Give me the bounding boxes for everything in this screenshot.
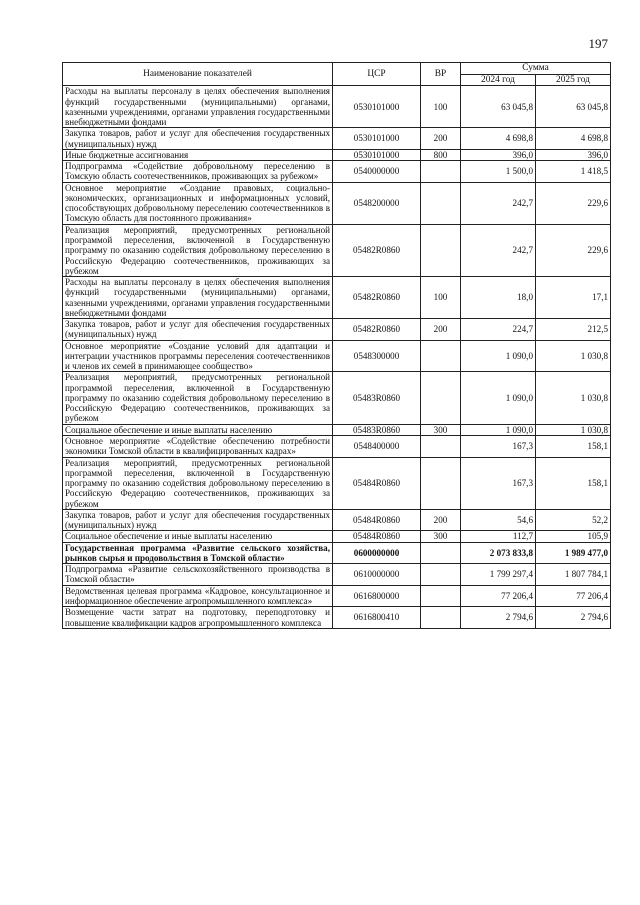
row-name-cell: Подпрограмма «Развитие сельскохозяйственного производства в Томской области» bbox=[63, 564, 333, 586]
row-name-cell: Закупка товаров, работ и услуг для обеспечения государственных (муниципальных) нужд bbox=[63, 128, 333, 150]
row-sum-2025-cell: 2 794,6 bbox=[536, 607, 611, 629]
row-sum-2025-cell: 1 030,8 bbox=[536, 424, 611, 435]
row-sum-2024-cell: 224,7 bbox=[461, 319, 536, 341]
table-row bbox=[63, 542, 611, 564]
header-sum: Сумма bbox=[461, 63, 611, 75]
row-csr-cell: 05482R0860 bbox=[333, 277, 421, 319]
row-vr-cell: 200 bbox=[421, 128, 461, 150]
table-row bbox=[63, 531, 611, 542]
row-vr-cell: 100 bbox=[421, 86, 461, 128]
row-sum-2024-cell: 112,7 bbox=[461, 531, 536, 542]
table-row bbox=[63, 319, 611, 341]
row-name-cell: Расходы на выплаты персоналу в целях обеспечения выполнения функций государственными (муниципальными) органами, казенными учреждениями, органами управления государственными внебюджетными фондами bbox=[63, 86, 333, 128]
row-sum-2024-cell: 1 090,0 bbox=[461, 372, 536, 424]
row-vr-cell bbox=[421, 161, 461, 183]
row-vr-cell bbox=[421, 457, 461, 509]
row-sum-2024-cell: 63 045,8 bbox=[461, 86, 536, 128]
row-name-cell: Основное мероприятие «Создание правовых, социально-экономических, организационных и информационных условий, способствующих добровольному переселению соотечественников в Томскую область для постоянного проживания» bbox=[63, 182, 333, 224]
table-row bbox=[63, 457, 611, 509]
row-csr-cell: 0548200000 bbox=[333, 182, 421, 224]
table-row bbox=[63, 224, 611, 276]
row-sum-2024-cell: 77 206,4 bbox=[461, 585, 536, 607]
row-sum-2025-cell: 1 030,8 bbox=[536, 372, 611, 424]
row-csr-cell: 05483R0860 bbox=[333, 424, 421, 435]
row-vr-cell bbox=[421, 607, 461, 629]
row-sum-2025-cell: 1 989 477,0 bbox=[536, 542, 611, 564]
row-sum-2024-cell: 242,7 bbox=[461, 182, 536, 224]
row-sum-2024-cell: 1 799 297,4 bbox=[461, 564, 536, 586]
row-csr-cell: 0616800410 bbox=[333, 607, 421, 629]
table-body bbox=[63, 86, 611, 629]
row-csr-cell: 05483R0860 bbox=[333, 372, 421, 424]
row-vr-cell bbox=[421, 372, 461, 424]
row-sum-2025-cell: 212,5 bbox=[536, 319, 611, 341]
row-name-cell: Реализация мероприятий, предусмотренных региональной программой переселения, включенной в Государственную программу по оказанию содействия добровольному переселению в Российскую Федерацию соотечественников, проживающих за рубежом bbox=[63, 457, 333, 509]
table-row bbox=[63, 424, 611, 435]
row-vr-cell bbox=[421, 542, 461, 564]
row-sum-2024-cell: 2 073 833,8 bbox=[461, 542, 536, 564]
row-sum-2024-cell: 1 090,0 bbox=[461, 340, 536, 372]
row-vr-cell: 200 bbox=[421, 509, 461, 531]
row-sum-2024-cell: 2 794,6 bbox=[461, 607, 536, 629]
row-csr-cell: 0548300000 bbox=[333, 340, 421, 372]
row-vr-cell: 200 bbox=[421, 319, 461, 341]
row-name-cell: Основное мероприятие «Создание условий для адаптации и интеграции участников программы переселения соотечественников и членов их семей в принимающее сообщество» bbox=[63, 340, 333, 372]
row-csr-cell: 05482R0860 bbox=[333, 224, 421, 276]
row-name-cell: Закупка товаров, работ и услуг для обеспечения государственных (муниципальных) нужд bbox=[63, 319, 333, 341]
row-sum-2025-cell: 1 807 784,1 bbox=[536, 564, 611, 586]
row-sum-2024-cell: 396,0 bbox=[461, 149, 536, 160]
table-row bbox=[63, 128, 611, 150]
page-number: 197 bbox=[588, 36, 608, 51]
table-row bbox=[63, 182, 611, 224]
table-row bbox=[63, 277, 611, 319]
table-row bbox=[63, 436, 611, 458]
row-csr-cell: 0540000000 bbox=[333, 161, 421, 183]
row-vr-cell: 300 bbox=[421, 531, 461, 542]
row-sum-2024-cell: 167,3 bbox=[461, 457, 536, 509]
header-year-2025: 2025 год bbox=[536, 74, 611, 86]
table-row bbox=[63, 607, 611, 629]
row-sum-2024-cell: 54,6 bbox=[461, 509, 536, 531]
header-name: Наименование показателей bbox=[63, 63, 333, 86]
budget-table bbox=[62, 62, 611, 629]
row-vr-cell bbox=[421, 564, 461, 586]
row-sum-2025-cell: 229,6 bbox=[536, 182, 611, 224]
row-name-cell: Государственная программа «Развитие сельского хозяйства, рынков сырья и продовольствия в Томской области» bbox=[63, 542, 333, 564]
row-sum-2025-cell: 1 030,8 bbox=[536, 340, 611, 372]
row-vr-cell bbox=[421, 436, 461, 458]
row-sum-2024-cell: 167,3 bbox=[461, 436, 536, 458]
row-sum-2025-cell: 77 206,4 bbox=[536, 585, 611, 607]
row-name-cell: Подпрограмма «Содействие добровольному переселению в Томскую область соотечественников, проживающих за рубежом» bbox=[63, 161, 333, 183]
row-sum-2025-cell: 229,6 bbox=[536, 224, 611, 276]
row-sum-2025-cell: 396,0 bbox=[536, 149, 611, 160]
row-sum-2025-cell: 105,9 bbox=[536, 531, 611, 542]
row-csr-cell: 05484R0860 bbox=[333, 509, 421, 531]
row-csr-cell: 0530101000 bbox=[333, 149, 421, 160]
row-vr-cell bbox=[421, 585, 461, 607]
table-row bbox=[63, 161, 611, 183]
row-csr-cell: 0548400000 bbox=[333, 436, 421, 458]
row-name-cell: Возмещение части затрат на подготовку, переподготовку и повышение квалификации кадров агропромышленного комплекса bbox=[63, 607, 333, 629]
row-vr-cell bbox=[421, 224, 461, 276]
row-csr-cell: 0530101000 bbox=[333, 128, 421, 150]
row-sum-2025-cell: 4 698,8 bbox=[536, 128, 611, 150]
row-csr-cell: 0530101000 bbox=[333, 86, 421, 128]
row-sum-2025-cell: 17,1 bbox=[536, 277, 611, 319]
table-row bbox=[63, 372, 611, 424]
table-row bbox=[63, 509, 611, 531]
table-row bbox=[63, 585, 611, 607]
table-row bbox=[63, 340, 611, 372]
row-csr-cell: 05484R0860 bbox=[333, 531, 421, 542]
row-vr-cell: 100 bbox=[421, 277, 461, 319]
table-row bbox=[63, 564, 611, 586]
row-sum-2025-cell: 158,1 bbox=[536, 436, 611, 458]
table-row bbox=[63, 149, 611, 160]
row-csr-cell: 05484R0860 bbox=[333, 457, 421, 509]
row-sum-2024-cell: 1 500,0 bbox=[461, 161, 536, 183]
row-name-cell: Реализация мероприятий, предусмотренных региональной программой переселения, включенной в Государственную программу по оказанию содействия добровольному переселению в Российскую Федерацию соотечественников, проживающих за рубежом bbox=[63, 224, 333, 276]
row-vr-cell: 300 bbox=[421, 424, 461, 435]
header-year-2024: 2024 год bbox=[461, 74, 536, 86]
header-csr: ЦСР bbox=[333, 63, 421, 86]
row-name-cell: Реализация мероприятий, предусмотренных региональной программой переселения, включенной в Государственную программу по оказанию содействия добровольному переселению в Российскую Федерацию соотечественников, проживающих за рубежом bbox=[63, 372, 333, 424]
row-csr-cell: 0610000000 bbox=[333, 564, 421, 586]
row-sum-2025-cell: 63 045,8 bbox=[536, 86, 611, 128]
row-vr-cell bbox=[421, 340, 461, 372]
row-csr-cell: 0616800000 bbox=[333, 585, 421, 607]
row-csr-cell: 0600000000 bbox=[333, 542, 421, 564]
row-vr-cell: 800 bbox=[421, 149, 461, 160]
row-name-cell: Закупка товаров, работ и услуг для обеспечения государственных (муниципальных) нужд bbox=[63, 509, 333, 531]
table-row bbox=[63, 86, 611, 128]
row-sum-2025-cell: 1 418,5 bbox=[536, 161, 611, 183]
row-sum-2025-cell: 52,2 bbox=[536, 509, 611, 531]
row-name-cell: Ведомственная целевая программа «Кадровое, консультационное и информационное обеспечение агропромышленного комплекса» bbox=[63, 585, 333, 607]
row-sum-2024-cell: 1 090,0 bbox=[461, 424, 536, 435]
header-vr: ВР bbox=[421, 63, 461, 86]
row-sum-2024-cell: 242,7 bbox=[461, 224, 536, 276]
table-header-row bbox=[63, 63, 611, 75]
row-sum-2024-cell: 18,0 bbox=[461, 277, 536, 319]
row-csr-cell: 05482R0860 bbox=[333, 319, 421, 341]
row-vr-cell bbox=[421, 182, 461, 224]
row-sum-2024-cell: 4 698,8 bbox=[461, 128, 536, 150]
row-name-cell: Расходы на выплаты персоналу в целях обеспечения выполнения функций государственными (муниципальными) органами, казенными учреждениями, органами управления государственными внебюджетными фондами bbox=[63, 277, 333, 319]
row-name-cell: Иные бюджетные ассигнования bbox=[63, 149, 333, 160]
row-sum-2025-cell: 158,1 bbox=[536, 457, 611, 509]
row-name-cell: Социальное обеспечение и иные выплаты населению bbox=[63, 531, 333, 542]
row-name-cell: Социальное обеспечение и иные выплаты населению bbox=[63, 424, 333, 435]
row-name-cell: Основное мероприятие «Содействие обеспечению потребности экономики Томской области в квалифицированных кадрах» bbox=[63, 436, 333, 458]
